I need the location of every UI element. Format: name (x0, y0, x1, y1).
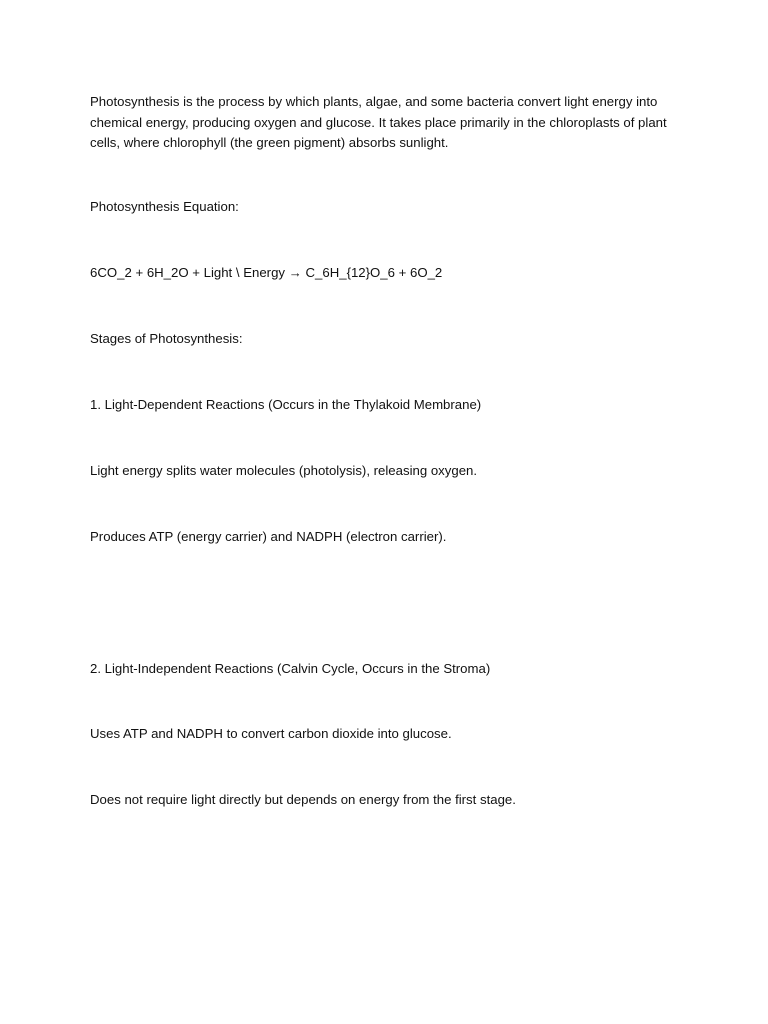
stage1-point-photolysis: Light energy splits water molecules (photolysis), releasing oxygen. (90, 463, 478, 478)
photosynthesis-equation: 6CO_2 + 6H_2O + Light \ Energy → C_6H_{12}O_6 + 6O_2 (90, 265, 443, 280)
stages-heading: Stages of Photosynthesis: (90, 331, 243, 346)
stage2-point-energy: Does not require light directly but depends on energy from the first stage. (90, 792, 516, 807)
intro-paragraph: Photosynthesis is the process by which plants, algae, and some bacteria convert light energy into chemical energy, producing oxygen and glucose. It takes place primarily in the chloroplasts of plant cells, where chlorophyll (the green pigment) absorbs sunlight. (90, 94, 667, 150)
stage1-point-atp-nadph: Produces ATP (energy carrier) and NADPH (electron carrier). (90, 529, 447, 544)
stage1-title: 1. Light-Dependent Reactions (Occurs in the Thylakoid Membrane) (90, 397, 482, 412)
stage2-title: 2. Light-Independent Reactions (Calvin Cycle, Occurs in the Stroma) (90, 661, 491, 676)
stage2-point-glucose: Uses ATP and NADPH to convert carbon dioxide into glucose. (90, 726, 452, 741)
equation-heading: Photosynthesis Equation: (90, 199, 239, 214)
